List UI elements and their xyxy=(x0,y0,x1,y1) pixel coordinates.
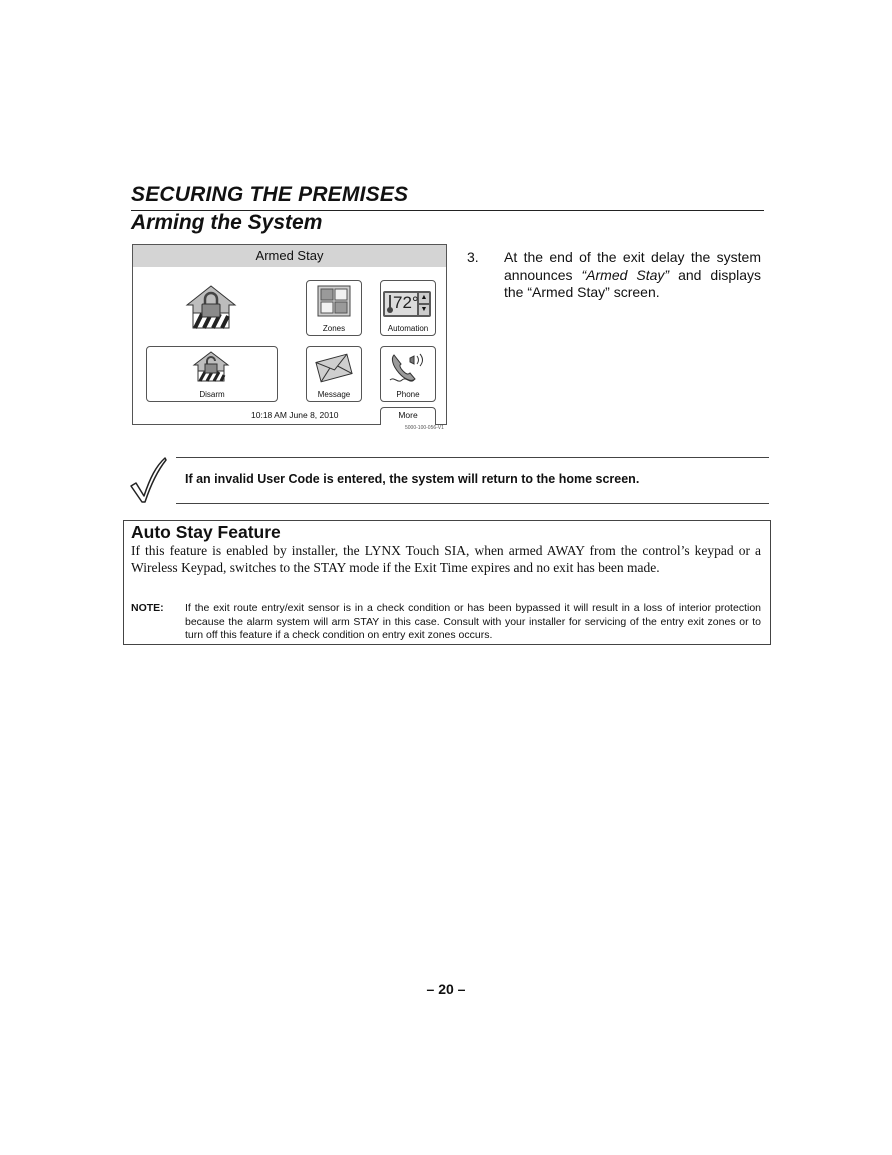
envelope-icon xyxy=(315,352,353,389)
thermostat-icon xyxy=(383,291,431,317)
step-text-before: At the end of the exit delay the system announces xyxy=(504,249,761,283)
disarm-button[interactable] xyxy=(146,346,278,402)
page-number: – 20 – xyxy=(426,981,466,997)
temp-up-icon[interactable]: ▲ xyxy=(420,294,428,301)
screen-datetime: 10:18 AM June 8, 2010 xyxy=(251,410,339,420)
step-text xyxy=(504,249,761,302)
step-text-after: and displays the “Armed Stay” screen. xyxy=(504,266,761,300)
subsection-title: Arming the System xyxy=(131,211,323,234)
automation-button[interactable] xyxy=(380,280,436,336)
step-text-italic: “Armed Stay” xyxy=(581,266,670,283)
phone-icon xyxy=(388,350,428,389)
more-button[interactable] xyxy=(380,407,436,425)
step-number: 3. xyxy=(467,249,479,265)
invalid-code-note: If an invalid User Code is entered, the system will return to the home screen. xyxy=(185,472,640,486)
message-label: Message xyxy=(317,390,351,399)
note-top-rule xyxy=(176,457,769,458)
disarm-label: Disarm xyxy=(199,390,225,399)
note-bottom-rule xyxy=(176,503,769,504)
armed-stay-screen-figure xyxy=(132,244,447,425)
auto-stay-note-text: If the exit route entry/exit sensor is in a check condition or has been bypassed it will result in a loss of interior protection because the alarm system will arm STAY in this case. Consult with your installer for servicing of the entry exit zones or to turn off this feature if a check condition on entry exit zones occurs. xyxy=(185,602,761,641)
section-title: SECURING THE PREMISES xyxy=(131,183,409,206)
auto-stay-heading: Auto Stay Feature xyxy=(131,522,281,542)
figure-id: 5000-100-056-V1 xyxy=(405,425,444,431)
message-button[interactable] xyxy=(306,346,362,402)
zones-label: Zones xyxy=(322,324,346,333)
disarm-house-icon xyxy=(192,350,230,389)
zones-icon xyxy=(317,285,351,322)
auto-stay-body: If this feature is enabled by installer, the LYNX Touch SIA, when armed AWAY from the control’s keypad or a Wireless Keypad, switches to the STAY mode if the Exit Time expires and no exit has been made. xyxy=(131,543,761,575)
temp-down-icon[interactable]: ▼ xyxy=(420,306,428,313)
temperature-readout: 72° xyxy=(393,293,419,312)
phone-button[interactable] xyxy=(380,346,436,402)
checkmark-icon xyxy=(128,456,168,509)
screen-title: Armed Stay xyxy=(133,245,446,267)
zones-button[interactable] xyxy=(306,280,362,336)
armed-house-icon xyxy=(183,283,239,333)
phone-label: Phone xyxy=(396,390,420,399)
auto-stay-note-label: NOTE: xyxy=(131,602,164,614)
automation-label: Automation xyxy=(387,324,429,333)
more-label: More xyxy=(398,410,418,420)
